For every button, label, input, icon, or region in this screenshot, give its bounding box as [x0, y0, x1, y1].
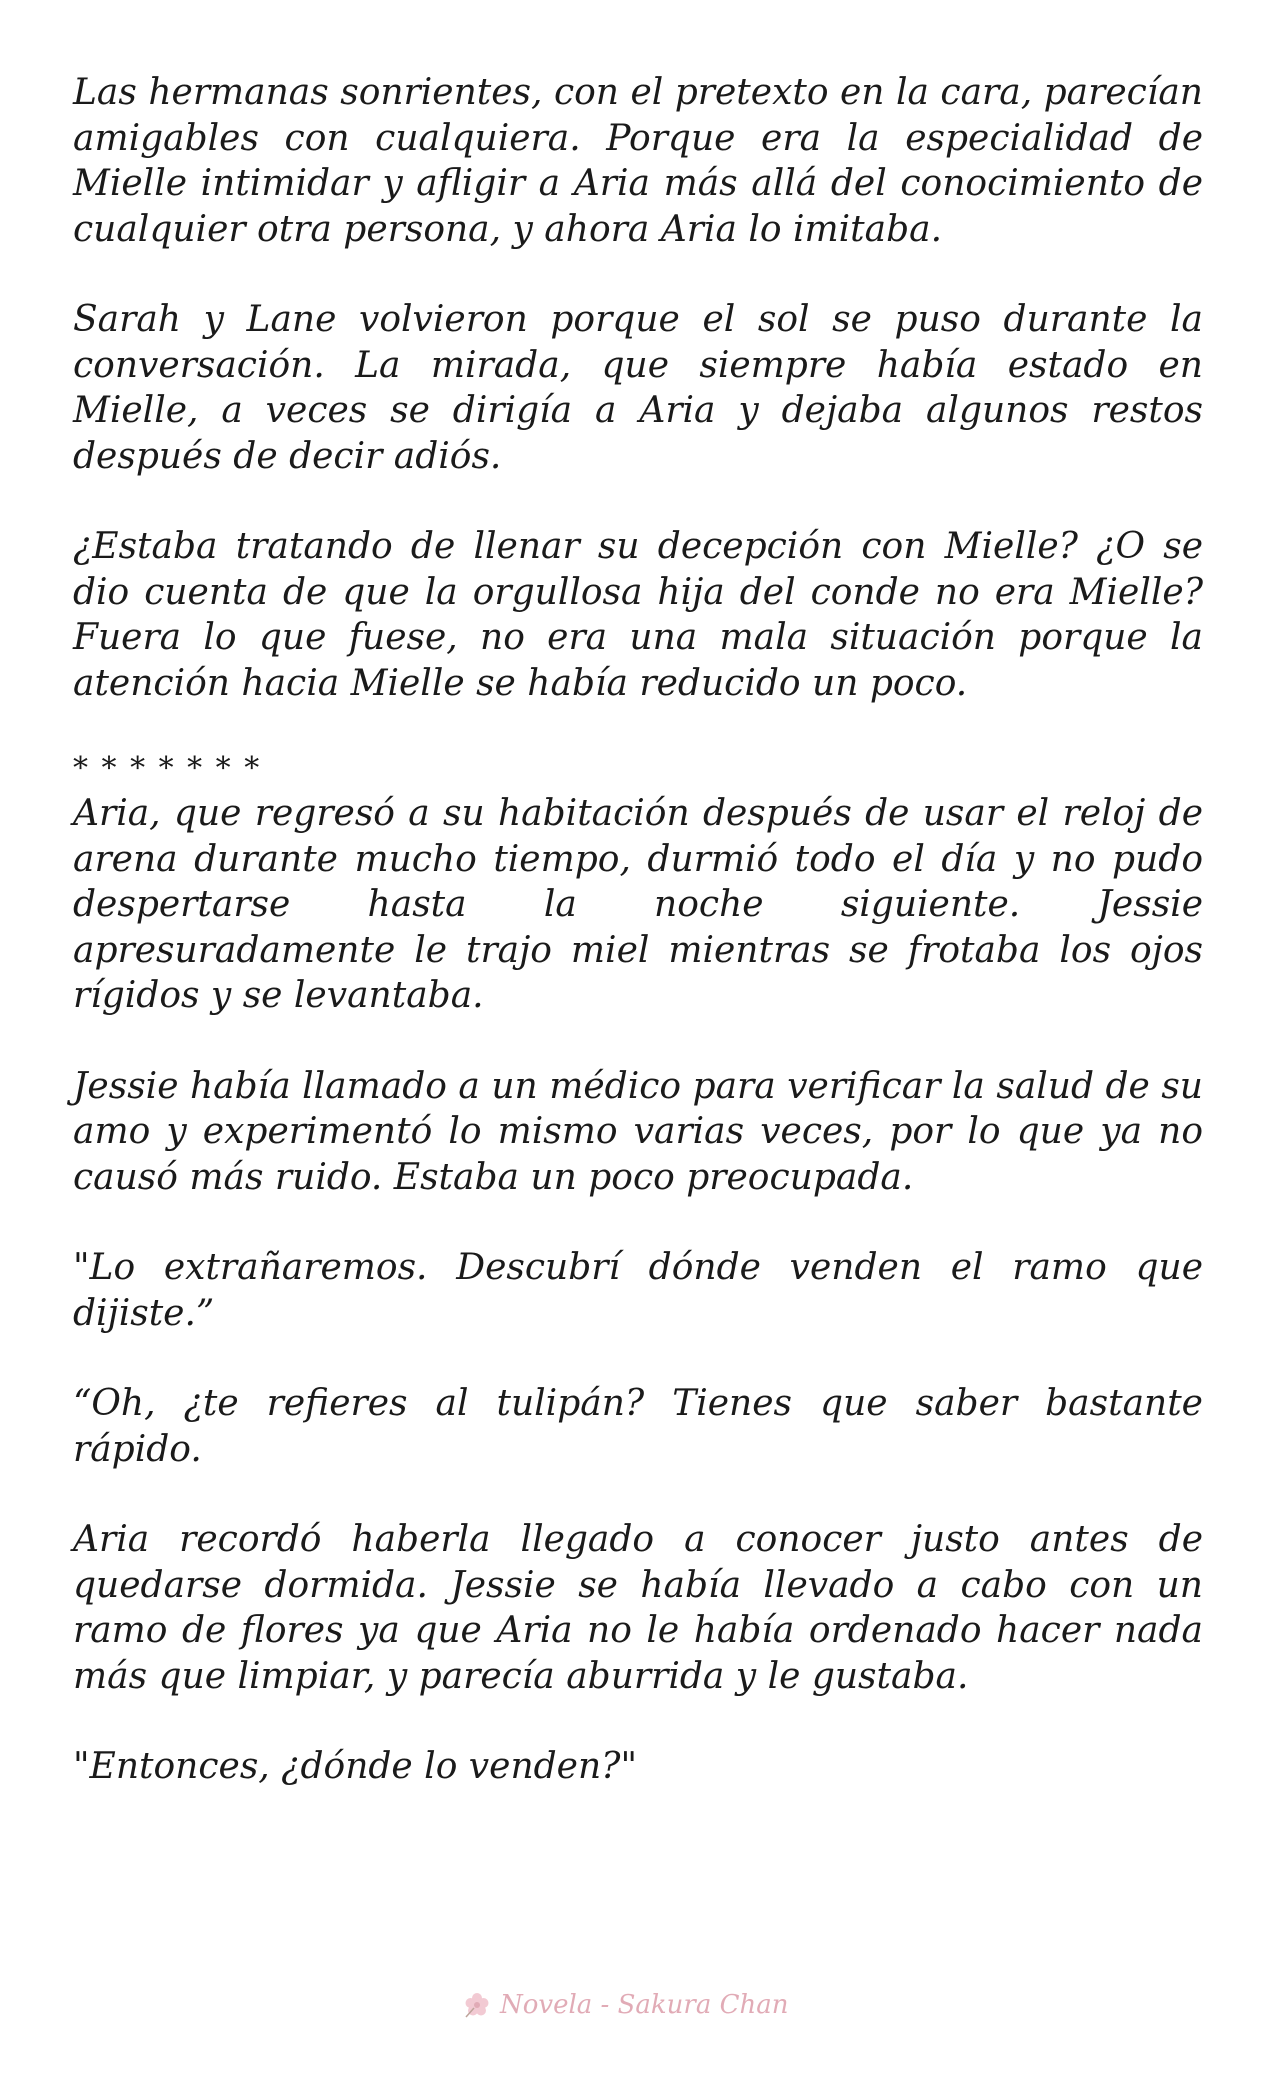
paragraph: ¿Estaba tratando de llenar su decepción con Mielle? ¿O se dio cuenta de que la orgullosa hija del conde no era Mielle? Fuera lo que fuese, no era una mala situación porque la atención hacia Mielle se había reducido un poco.	[73, 526, 1203, 704]
watermark-text: Novela - Sakura Chan	[500, 1990, 789, 2020]
sakura-flower-icon	[462, 1990, 492, 2020]
paragraph: "Entonces, ¿dónde lo venden?"	[73, 1746, 638, 1787]
paragraph: Jessie había llamado a un médico para verificar la salud de su amo y experimentó lo mismo varias veces, por lo que ya no causó más ruido. Estaba un poco preocupada.	[73, 1065, 1203, 1198]
paragraph: Las hermanas sonrientes, con el pretexto en la cara, parecían amigables con cualquiera. Porque era la especialidad de Mielle intimidar y afligir a Aria más allá del conocimiento de cualquier otra persona, y ahora Aria lo imitaba.	[73, 72, 1203, 250]
section-separator: * * * * * * *	[73, 751, 262, 786]
paragraph: Aria, que regresó a su habitación después de usar el reloj de arena durante mucho tiempo, durmió todo el día y no pudo despertarse hasta la noche siguiente. Jessie apresuradamente le trajo miel mientras se frotaba los ojos rígidos y se levantaba.	[73, 793, 1203, 1016]
paragraph: Aria recordó haberla llegado a conocer justo antes de quedarse dormida. Jessie se había llevado a cabo con un ramo de flores ya que Aria no le había ordenado hacer nada más que limpiar, y parecía aburrida y le gustaba.	[73, 1519, 1203, 1697]
paragraph: Sarah y Lane volvieron porque el sol se puso durante la conversación. La mirada, que siempre había estado en Mielle, a veces se dirigía a Aria y dejaba algunos restos después de decir adiós.	[73, 299, 1203, 477]
watermark	[462, 1990, 789, 2020]
document-body	[73, 70, 1203, 1835]
paragraph: "Lo extrañaremos. Descubrí dónde venden el ramo que dijiste.”	[73, 1247, 1203, 1334]
paragraph: “Oh, ¿te refieres al tulipán? Tienes que saber bastante rápido.	[73, 1383, 1203, 1470]
